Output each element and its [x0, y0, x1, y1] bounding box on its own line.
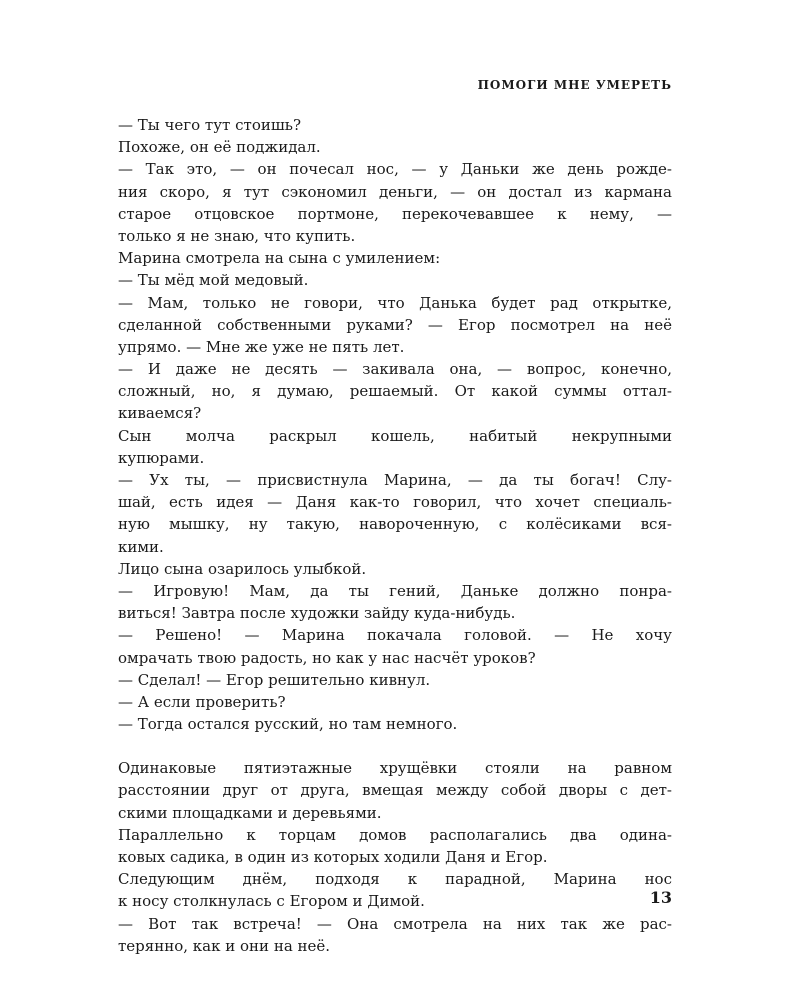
text-line: — Сделал! — Егор решительно кивнул. [118, 670, 431, 689]
text-line: старое отцовское портмоне, перекочевавшее к нему, — [118, 204, 672, 223]
text-line: — Игровую! Мам, да ты гений, Даньке должно понра- [118, 581, 672, 600]
text-line: — Вот так встреча! — Она смотрела на них так же рас- [118, 914, 672, 933]
section-break [118, 735, 672, 757]
text-section-narrative [118, 757, 672, 957]
text-line: скими площадками и деревьями. [118, 803, 382, 822]
text-line: Марина смотрела на сына с умилением: [118, 249, 441, 268]
text-line: — Ты мёд мой медовый. [118, 271, 309, 290]
text-line: Следующим днём, подходя к парадной, Марина нос [118, 870, 672, 889]
text-line: Параллельно к торцам домов располагались два одина- [118, 825, 672, 844]
text-line: сложный, но, я думаю, решаемый. От какой суммы оттал- [118, 382, 672, 401]
text-line: Сын молча раскрыл кошель, набитый некрупными [118, 426, 672, 445]
text-line: упрямо. — Мне же уже не пять лет. [118, 337, 405, 356]
text-section-dialogue [118, 114, 672, 735]
text-line: киваемся? [118, 404, 202, 423]
text-line: — Ух ты, — присвистнула Марина, — да ты богач! Слу- [118, 471, 672, 489]
text-line: ковых садика, в один из которых ходили Даня и Егор. [118, 848, 548, 866]
body-text [118, 114, 672, 957]
text-line: ния скоро, я тут сэкономил деньги, — он достал из кармана [118, 182, 672, 201]
text-line: — Мам, только не говори, что Данька будет рад открытке, [118, 293, 672, 312]
text-line: — И даже не десять — закивала она, — вопрос, конечно, [118, 360, 672, 379]
text-line: сделанной собственными руками? — Егор посмотрел на неё [118, 315, 672, 334]
text-line: ную мышку, ну такую, навороченную, с колёсиками вся- [118, 515, 672, 534]
text-line: шай, есть идея — Даня как-то говорил, что хочет специаль- [118, 493, 672, 512]
text-line: кими. [118, 537, 164, 556]
text-line: к носу столкнулась с Егором и Димой. [118, 892, 425, 911]
text-line: — Так это, — он почесал нос, — у Даньки же день рожде- [118, 160, 672, 179]
text-line: — Решено! — Марина покачала головой. — Не хочу [118, 626, 672, 645]
text-line: только я не знаю, что купить. [118, 226, 356, 245]
text-line: — А если проверить? [118, 692, 286, 711]
running-head: ПОМОГИ МНЕ УМЕРЕТЬ [477, 78, 672, 92]
text-line: расстоянии друг от друга, вмещая между собой дворы с дет- [118, 781, 672, 800]
text-line: — Тогда остался русский, но там немного. [118, 715, 458, 734]
text-line: Лицо сына озарилось улыбкой. [118, 559, 367, 578]
text-line: Похоже, он её поджидал. [118, 138, 321, 157]
text-line: омрачать твою радость, но как у нас насчёт уроков? [118, 648, 536, 667]
text-line: терянно, как и они на неё. [118, 936, 331, 955]
text-line: купюрами. [118, 448, 205, 467]
text-line: Одинаковые пятиэтажные хрущёвки стояли на равном [118, 759, 672, 778]
text-line: виться! Завтра после художки зайду куда-нибудь. [118, 604, 516, 623]
text-line: — Ты чего тут стоишь? [118, 116, 302, 134]
page-number: 13 [649, 888, 672, 907]
